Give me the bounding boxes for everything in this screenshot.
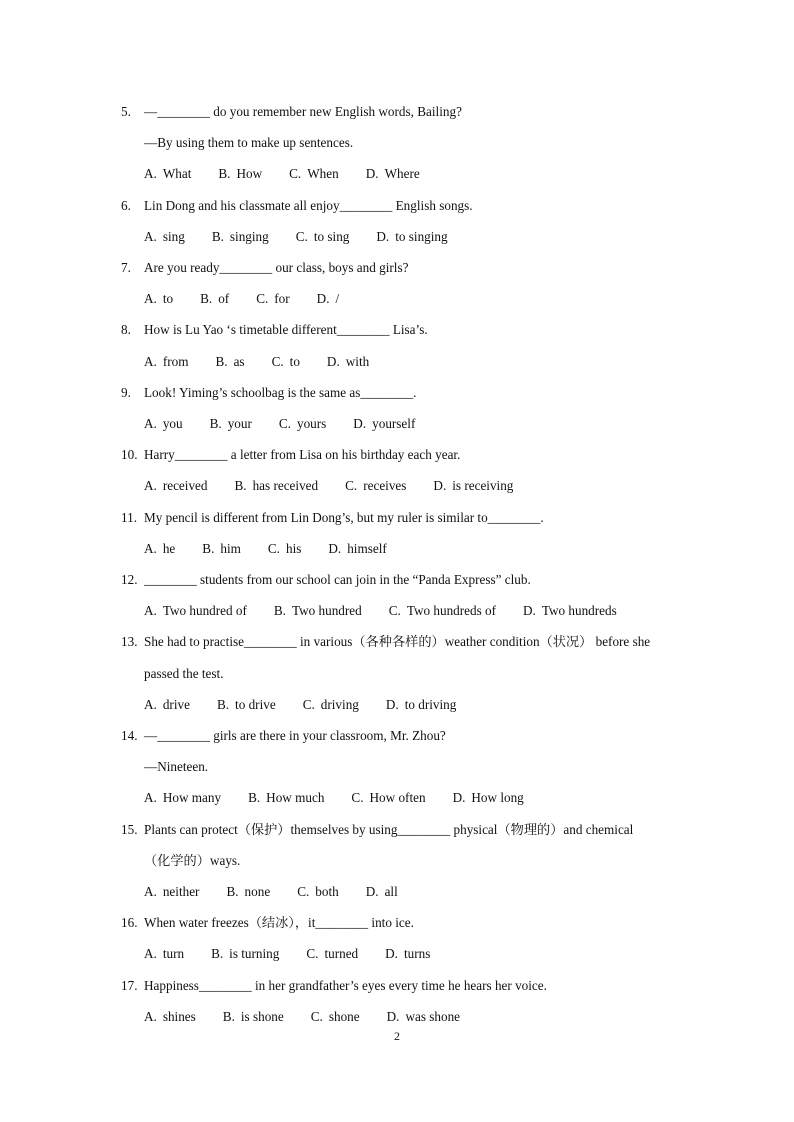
answer-option bbox=[144, 415, 183, 433]
option-text: How many bbox=[162, 790, 222, 806]
option-letter: B. bbox=[218, 166, 231, 182]
answer-option bbox=[144, 883, 199, 901]
answer-option bbox=[453, 789, 524, 807]
option-letter: D. bbox=[386, 1008, 400, 1024]
option-text: yours bbox=[296, 415, 327, 431]
option-letter: A. bbox=[144, 353, 157, 369]
option-letter: A. bbox=[144, 540, 157, 556]
option-letter: D. bbox=[376, 228, 390, 244]
answer-options bbox=[144, 353, 396, 371]
option-text: to singing bbox=[395, 228, 448, 244]
answer-option bbox=[274, 602, 362, 620]
option-text: Two hundreds bbox=[541, 603, 617, 619]
option-letter: D. bbox=[433, 478, 447, 494]
answer-option bbox=[366, 883, 398, 901]
answer-option bbox=[306, 945, 358, 963]
option-text: How often bbox=[369, 790, 426, 806]
option-letter: D. bbox=[365, 166, 379, 182]
option-text: none bbox=[244, 883, 271, 899]
answer-option bbox=[268, 540, 301, 558]
option-letter: C. bbox=[351, 790, 364, 806]
question-stem: How is Lu Yao ‘s timetable different________ Lisa’s. bbox=[144, 322, 428, 338]
answer-option bbox=[289, 165, 339, 183]
answer-option bbox=[256, 290, 289, 308]
option-letter: A. bbox=[144, 1008, 157, 1024]
option-text: turns bbox=[403, 946, 431, 962]
option-text: to bbox=[289, 353, 300, 369]
answer-option bbox=[210, 415, 252, 433]
option-letter: D. bbox=[316, 291, 330, 307]
answer-option bbox=[353, 415, 415, 433]
answer-option bbox=[144, 228, 185, 246]
answer-option bbox=[387, 1008, 460, 1026]
answer-option bbox=[144, 602, 247, 620]
option-text: Two hundred bbox=[291, 603, 362, 619]
option-letter: C. bbox=[289, 166, 302, 182]
option-text: yourself bbox=[372, 415, 416, 431]
option-letter: B. bbox=[216, 696, 230, 712]
option-text: with bbox=[345, 353, 370, 369]
question-number: 14. bbox=[121, 728, 138, 743]
answer-option bbox=[389, 602, 496, 620]
option-text: to bbox=[162, 291, 174, 307]
answer-option bbox=[279, 415, 326, 433]
answer-option bbox=[327, 353, 369, 371]
question-stem: Are you ready________ our class, boys and girls? bbox=[144, 260, 409, 275]
question-stem: —________ girls are there in your classroom, Mr. Zhou? bbox=[144, 728, 446, 743]
answer-options bbox=[144, 696, 483, 714]
question-stem: —________ do you remember new English words, Bailing? bbox=[144, 104, 462, 119]
option-text: shines bbox=[162, 1008, 196, 1024]
option-letter: A. bbox=[144, 603, 157, 619]
answer-option bbox=[212, 228, 269, 246]
option-text: Where bbox=[384, 166, 420, 182]
answer-option bbox=[144, 1008, 196, 1026]
answer-option bbox=[200, 290, 229, 308]
question-stem: ________ students from our school can join in the “Panda Express” club. bbox=[144, 572, 531, 587]
option-text: for bbox=[274, 291, 290, 307]
option-text: received bbox=[162, 478, 208, 494]
option-letter: A. bbox=[144, 478, 157, 494]
answer-option bbox=[311, 1008, 360, 1026]
option-text: of bbox=[218, 291, 230, 307]
option-text: How bbox=[236, 166, 263, 182]
option-letter: B. bbox=[200, 291, 213, 307]
answer-option bbox=[296, 228, 350, 246]
option-text: How much bbox=[266, 790, 325, 806]
answer-option bbox=[317, 290, 340, 308]
answer-options bbox=[144, 415, 442, 433]
option-letter: B. bbox=[234, 478, 247, 494]
answer-options bbox=[144, 165, 447, 183]
option-text: is shone bbox=[240, 1008, 284, 1024]
option-text: drive bbox=[162, 696, 190, 712]
question-number: 10. bbox=[121, 447, 138, 463]
option-letter: D. bbox=[452, 790, 466, 806]
answer-option bbox=[144, 945, 184, 963]
option-text: to driving bbox=[404, 696, 457, 712]
option-letter: C. bbox=[267, 540, 280, 556]
answer-option bbox=[376, 228, 447, 246]
answer-options bbox=[144, 883, 425, 901]
option-text: Two hundred of bbox=[162, 603, 247, 619]
option-letter: A. bbox=[144, 790, 157, 806]
option-text: all bbox=[384, 883, 398, 899]
option-letter: D. bbox=[353, 415, 367, 431]
answer-options bbox=[144, 602, 644, 620]
question-number: 17. bbox=[121, 977, 138, 993]
option-text: to drive bbox=[235, 696, 276, 712]
option-text: him bbox=[220, 540, 241, 556]
option-text: / bbox=[335, 291, 340, 307]
answer-option bbox=[303, 696, 359, 714]
question-stem: She had to practise________ in various（各种各样的）weather condition（状况） before she bbox=[144, 634, 651, 650]
option-text: turn bbox=[162, 946, 185, 962]
answer-option bbox=[234, 477, 318, 495]
question-stem: Happiness________ in her grandfather’s eyes every time he hears her voice. bbox=[144, 977, 547, 993]
answer-option bbox=[215, 353, 244, 371]
page-number: 2 bbox=[394, 1029, 400, 1043]
option-letter: C. bbox=[297, 883, 310, 899]
answer-option bbox=[144, 165, 191, 183]
question-stem: My pencil is different from Lin Dong’s, but my ruler is similar to________. bbox=[144, 509, 544, 525]
option-letter: C. bbox=[271, 353, 284, 369]
option-text: you bbox=[162, 415, 183, 431]
answer-option bbox=[144, 540, 175, 558]
question-stem: Lin Dong and his classmate all enjoy________ English songs. bbox=[144, 197, 473, 213]
option-letter: C. bbox=[302, 696, 315, 712]
option-letter: A. bbox=[144, 166, 157, 182]
answer-option bbox=[385, 945, 430, 963]
answer-option bbox=[218, 165, 262, 183]
option-letter: C. bbox=[388, 603, 401, 619]
answer-option bbox=[211, 945, 279, 963]
question-continuation: —By using them to make up sentences. bbox=[144, 135, 354, 151]
option-letter: D. bbox=[326, 353, 340, 369]
question-number: 6. bbox=[121, 197, 131, 213]
option-letter: D. bbox=[328, 540, 342, 556]
answer-option bbox=[144, 789, 221, 807]
question-number: 13. bbox=[121, 634, 138, 650]
option-letter: B. bbox=[248, 790, 261, 806]
option-letter: D. bbox=[385, 946, 398, 962]
option-letter: A. bbox=[144, 228, 157, 244]
answer-option bbox=[144, 290, 173, 308]
option-letter: B. bbox=[211, 946, 224, 962]
question-stem: When water freezes（结冰），it________ into ice. bbox=[144, 915, 414, 931]
answer-option bbox=[217, 696, 276, 714]
option-text: shone bbox=[328, 1008, 360, 1024]
option-text: both bbox=[315, 883, 339, 899]
option-letter: A. bbox=[144, 415, 157, 431]
answer-options bbox=[144, 540, 414, 558]
option-text: How long bbox=[471, 790, 524, 806]
answer-option bbox=[272, 353, 300, 371]
option-text: himself bbox=[347, 540, 387, 556]
answer-option bbox=[433, 477, 513, 495]
option-text: singing bbox=[229, 228, 269, 244]
option-text: has received bbox=[252, 478, 319, 494]
question-number: 11. bbox=[121, 509, 137, 525]
question-continuation: （化学的）ways. bbox=[144, 852, 241, 868]
option-text: is receiving bbox=[452, 478, 514, 494]
question-continuation: passed the test. bbox=[144, 665, 224, 681]
answer-option bbox=[345, 477, 406, 495]
option-letter: B. bbox=[226, 883, 239, 899]
option-text: your bbox=[227, 415, 252, 431]
option-letter: B. bbox=[215, 353, 228, 369]
option-letter: C. bbox=[256, 291, 269, 307]
option-letter: D. bbox=[523, 603, 536, 619]
question-number: 9. bbox=[121, 384, 131, 400]
answer-option bbox=[144, 696, 190, 714]
option-letter: B. bbox=[222, 1008, 235, 1024]
option-text: was shone bbox=[405, 1008, 461, 1024]
answer-option bbox=[328, 540, 386, 558]
question-stem: Harry________ a letter from Lisa on his birthday each year. bbox=[144, 447, 461, 463]
answer-option bbox=[366, 165, 420, 183]
answer-options bbox=[144, 789, 551, 807]
option-text: neither bbox=[162, 883, 200, 899]
option-text: What bbox=[162, 166, 192, 182]
question-number: 12. bbox=[121, 572, 138, 587]
option-letter: B. bbox=[273, 603, 286, 619]
option-letter: C. bbox=[310, 1008, 323, 1024]
option-text: is turning bbox=[229, 946, 280, 962]
question-stem: Look! Yiming’s schoolbag is the same as________. bbox=[144, 384, 417, 400]
option-letter: D. bbox=[385, 696, 399, 712]
option-text: from bbox=[162, 353, 189, 369]
option-letter: A. bbox=[144, 946, 157, 962]
answer-options bbox=[144, 290, 366, 308]
option-letter: B. bbox=[209, 415, 222, 431]
option-text: When bbox=[307, 166, 339, 182]
option-letter: C. bbox=[278, 415, 291, 431]
question-number: 5. bbox=[121, 104, 131, 119]
option-text: receives bbox=[363, 478, 407, 494]
question-number: 7. bbox=[121, 260, 131, 275]
option-text: sing bbox=[162, 228, 185, 244]
option-text: driving bbox=[320, 696, 359, 712]
answer-options bbox=[144, 1008, 487, 1026]
option-text: his bbox=[285, 540, 302, 556]
option-text: Two hundreds of bbox=[406, 603, 497, 619]
option-text: to sing bbox=[313, 228, 350, 244]
answer-option bbox=[144, 353, 188, 371]
option-letter: D. bbox=[365, 883, 379, 899]
option-letter: B. bbox=[211, 228, 224, 244]
answer-option bbox=[386, 696, 456, 714]
answer-option bbox=[202, 540, 241, 558]
option-letter: B. bbox=[202, 540, 215, 556]
answer-option bbox=[248, 789, 324, 807]
question-stem: Plants can protect（保护）themselves by using________ physical（物理的）and chemical bbox=[144, 821, 634, 837]
answer-options bbox=[144, 228, 475, 246]
option-text: as bbox=[233, 353, 245, 369]
option-text: turned bbox=[324, 946, 359, 962]
option-letter: C. bbox=[345, 478, 358, 494]
option-letter: A. bbox=[144, 696, 157, 712]
answer-options bbox=[144, 945, 457, 963]
answer-options bbox=[144, 477, 540, 495]
question-number: 15. bbox=[121, 821, 138, 837]
answer-option bbox=[223, 1008, 284, 1026]
question-number: 8. bbox=[121, 322, 131, 338]
option-text: he bbox=[162, 540, 176, 556]
answer-option bbox=[226, 883, 270, 901]
answer-option bbox=[523, 602, 617, 620]
question-continuation: —Nineteen. bbox=[144, 759, 209, 775]
question-number: 16. bbox=[121, 915, 138, 931]
option-letter: A. bbox=[144, 291, 157, 307]
option-letter: C. bbox=[295, 228, 308, 244]
answer-option bbox=[351, 789, 425, 807]
answer-option bbox=[297, 883, 339, 901]
option-letter: C. bbox=[306, 946, 319, 962]
answer-option bbox=[144, 477, 207, 495]
option-letter: A. bbox=[144, 883, 157, 899]
